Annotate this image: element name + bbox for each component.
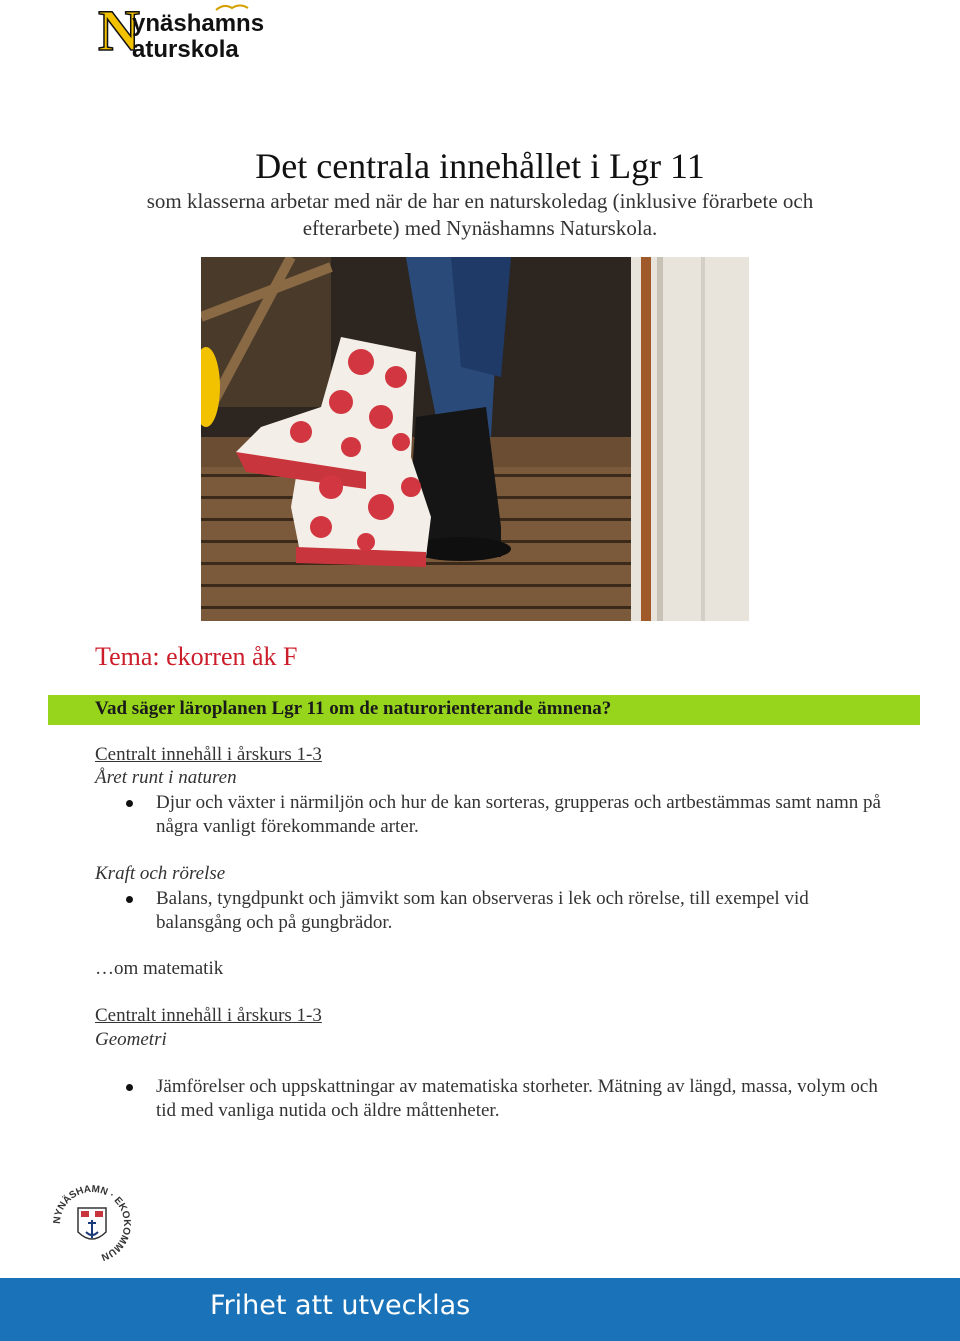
page-title: Det centrala innehållet i Lgr 11: [255, 146, 705, 186]
rubber-boots-photo: [201, 257, 749, 621]
bullet-icon: [126, 1084, 133, 1091]
bird-icon: [214, 2, 274, 14]
bullet-text: Balans, tyngdpunkt och jämvikt som kan observeras i lek och rörelse, till exempel vid balansgång och på gungbrädor.: [156, 888, 809, 933]
naturskola-logo: [96, 0, 286, 63]
footer-slogan: Frihet att utvecklas: [210, 1290, 471, 1321]
footer-band: [0, 1278, 960, 1341]
question-text: Vad säger läroplanen Lgr 11 om de naturorienterande ämnena?: [95, 698, 612, 719]
logo-line1: ynäshamns: [132, 10, 265, 37]
section-heading-grade: Centralt innehåll i årskurs 1-3: [95, 744, 322, 765]
topic-label: Kraft och rörelse: [95, 863, 226, 884]
bullet-icon: [126, 896, 133, 903]
topic-label: Geometri: [95, 1029, 167, 1050]
bullet-text: Jämförelser och uppskattningar av matematiska storheter. Mätning av längd, massa, volym och tid med vanliga nutida och äldre måttenheter.: [156, 1076, 878, 1121]
seal-text: NYNÄSHAMN · EKOKOMMUN: [51, 1183, 133, 1263]
topic-label: Året runt i naturen: [95, 767, 237, 788]
math-intro: …om matematik: [95, 958, 224, 979]
logo-line2: aturskola: [132, 36, 239, 63]
page-subtitle: som klasserna arbetar med när de har en naturskoledag (inklusive förarbete och efterarbete) med Nynäshamns Naturskola.: [146, 189, 814, 240]
section-heading-grade: Centralt innehåll i årskurs 1-3: [95, 1005, 322, 1026]
theme-heading: Tema: ekorren åk F: [95, 642, 298, 671]
municipality-seal: [48, 1180, 136, 1268]
logo-initial: N: [98, 0, 140, 63]
bullet-icon: [126, 800, 133, 807]
bullet-text: Djur och växter i närmiljön och hur de kan sorteras, grupperas och artbestämmas samt namn på några vanligt förekommande arter.: [156, 792, 881, 837]
